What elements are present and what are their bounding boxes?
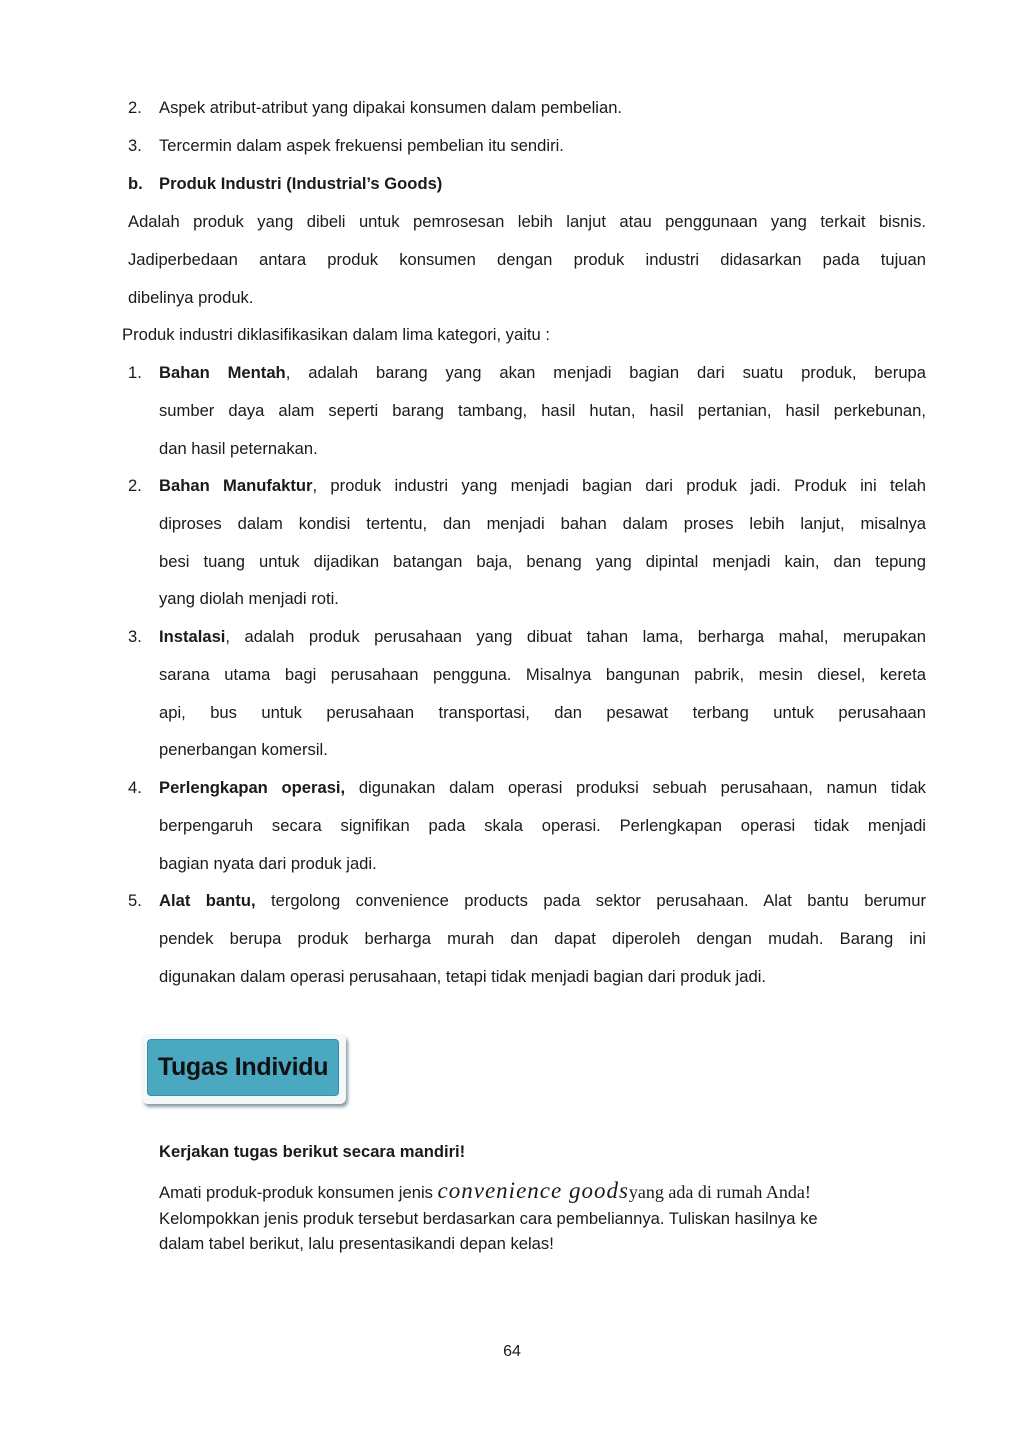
page-number: 64 [503,1343,521,1360]
category-text: bagian nyata dari produk jadi. [159,853,377,873]
task-body-line: Kelompokkan jenis produk tersebut berdasarkan cara pembeliannya. Tuliskan hasilnya ke [159,1209,818,1228]
list-number: 3. [128,136,142,155]
list-text: Tercermin dalam aspek frekuensi pembelian itu sendiri. [159,136,564,155]
definition-line: Jadiperbedaan antara produk konsumen dengan produk industri didasarkan pada tujuan [128,250,926,269]
task-body-line: dalam tabel berikut, lalu presentasikandi depan kelas! [159,1234,554,1253]
category-term: Perlengkapan operasi, [159,778,346,797]
task-body-suffix: yang ada di rumah Anda! [628,1182,811,1202]
list-text: Aspek atribut-atribut yang dipakai konsumen dalam pembelian. [159,98,623,117]
category-number: 3. [128,627,142,646]
task-body-line [159,1178,926,1206]
category-term: Alat bantu, [159,891,256,910]
category-text: api, bus untuk perusahaan transportasi, dan pesawat terbang untuk perusahaan [159,702,926,722]
category-text: diproses dalam kondisi tertentu, dan menjadi bahan dalam proses lebih lanjut, misalnya [159,513,926,533]
definition-line: dibelinya produk. [128,288,254,307]
category-item [128,777,926,882]
category-number: 1. [128,363,142,382]
category-item [128,890,926,995]
category-text: dan hasil peternakan. [159,438,318,458]
category-text: penerbangan komersil. [159,740,328,760]
category-item [128,626,926,769]
category-text: tergolong convenience products pada sektor perusahaan. Alat bantu berumur [255,891,926,910]
category-number: 5. [128,891,142,910]
category-text: , adalah produk perusahaan yang dibuat tahan lama, berharga mahal, merupakan [225,627,926,646]
classification-intro: Produk industri diklasifikasikan dalam lima kategori, yaitu : [122,325,550,344]
category-term: Instalasi [159,627,226,646]
definition-line: Adalah produk yang dibeli untuk pemrosesan lebih lanjut atau penggunaan yang terkait bisnis. [128,212,926,231]
category-number: 2. [128,476,142,495]
list-number: 2. [128,98,142,117]
category-item [128,362,926,467]
task-title: Tugas Individu [157,1053,329,1081]
category-text: yang diolah menjadi roti. [159,589,339,609]
section-letter: b. [128,174,143,193]
category-text: digunakan dalam operasi produksi sebuah perusahaan, namun tidak [345,778,926,797]
task-body-prefix: Amati produk-produk konsumen jenis [159,1183,438,1202]
category-text: besi tuang untuk dijadikan batangan baja, benang yang dipintal menjadi kain, dan tepung [159,551,926,571]
task-banner-inner [147,1039,339,1096]
task-banner [142,1034,346,1104]
category-item [128,475,926,618]
section-title: Produk Industri (Industrial’s Goods) [159,174,443,193]
category-text: , adalah barang yang akan menjadi bagian dari suatu produk, berupa [285,363,926,382]
category-text: digunakan dalam operasi perusahaan, tetapi tidak menjadi bagian dari produk jadi. [159,966,767,986]
task-instruction: Kerjakan tugas berikut secara mandiri! [159,1142,466,1161]
task-highlight-term: convenience goods [437,1178,629,1203]
category-term: Bahan Mentah [159,363,286,382]
category-term: Bahan Manufaktur [159,476,313,495]
category-text: sumber daya alam seperti barang tambang, hasil hutan, hasil pertanian, hasil perkebunan, [159,400,926,420]
category-text: pendek berupa produk berharga murah dan dapat diperoleh dengan mudah. Barang ini [159,928,926,948]
category-text: sarana utama bagi perusahaan pengguna. Misalnya bangunan pabrik, mesin diesel, kereta [159,664,926,684]
category-text: berpengaruh secara signifikan pada skala operasi. Perlengkapan operasi tidak menjadi [159,815,926,835]
category-number: 4. [128,778,142,797]
category-text: , produk industri yang menjadi bagian dari produk jadi. Produk ini telah [312,476,926,495]
